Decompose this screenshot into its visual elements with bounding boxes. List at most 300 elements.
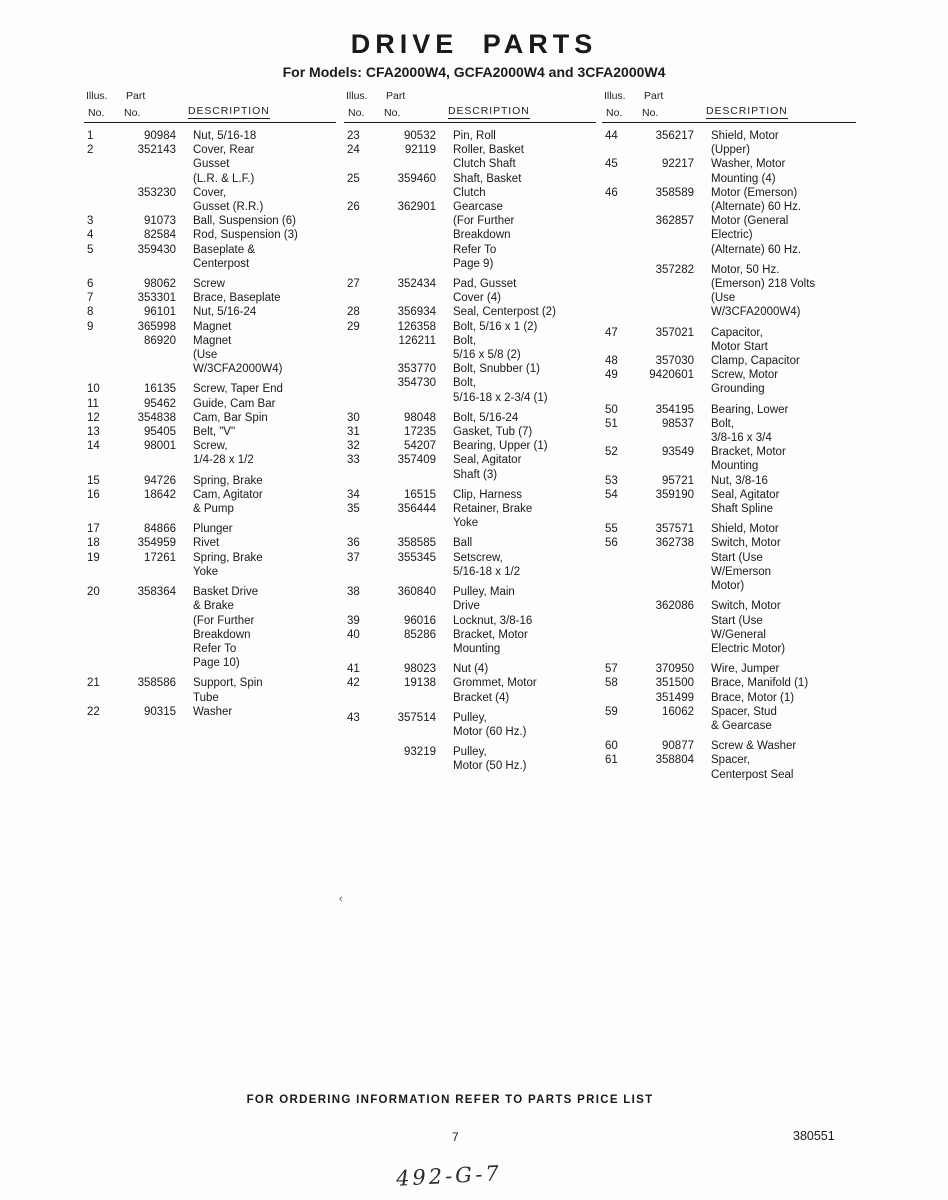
part-number: 358364 — [137, 586, 176, 599]
part-number: 355345 — [397, 551, 436, 564]
illus-number: 42 — [347, 677, 360, 690]
part-description: Cover, Gusset (R.R.) — [193, 186, 264, 214]
parts-row — [84, 129, 336, 143]
illus-number: 57 — [605, 663, 618, 676]
part-number: 357571 — [655, 523, 694, 536]
illus-number: 50 — [605, 403, 618, 416]
parts-row — [344, 488, 596, 502]
illus-number: 59 — [605, 705, 618, 718]
illus-number: 53 — [605, 474, 618, 487]
part-description: Guide, Cam Bar — [193, 397, 276, 410]
illus-number: 6 — [87, 278, 94, 291]
part-number: 96016 — [404, 614, 436, 627]
illus-number: 26 — [347, 201, 360, 214]
parts-row — [602, 662, 856, 676]
part-description: Washer, Motor Mounting (4) — [711, 158, 786, 185]
parts-row — [602, 445, 856, 473]
part-number: 358804 — [655, 754, 694, 767]
part-description: Cam, Agitator & Pump — [193, 488, 263, 516]
part-description: Nut, 5/16-24 — [193, 306, 257, 319]
parts-row — [602, 186, 856, 214]
part-number: 84866 — [144, 523, 176, 536]
illus-number: 36 — [347, 537, 360, 550]
part-number: 357021 — [655, 326, 694, 339]
part-description: Shield, Motor — [711, 523, 779, 536]
parts-row — [84, 397, 336, 411]
part-header-label: Part — [644, 90, 664, 102]
parts-row — [602, 214, 856, 257]
part-description: Spacer, Stud & Gearcase — [711, 705, 777, 732]
part-no-header: No. — [642, 107, 659, 119]
part-number: 85286 — [404, 628, 436, 641]
part-number: 82584 — [144, 229, 176, 242]
part-description: Switch, Motor Start (Use W/Emerson Motor) — [711, 537, 781, 593]
illus-number: 21 — [87, 677, 100, 690]
parts-row — [602, 488, 856, 516]
part-number: 93219 — [404, 746, 436, 759]
parts-row — [344, 711, 596, 739]
parts-row — [344, 425, 596, 439]
part-description: Pad, Gusset Cover (4) — [453, 278, 517, 305]
illus-number: 32 — [347, 440, 360, 453]
column-header — [602, 90, 856, 123]
part-number: 126358 — [397, 320, 436, 333]
parts-rows — [602, 129, 856, 782]
parts-row — [344, 376, 596, 404]
part-number: 98062 — [144, 278, 176, 291]
part-description: Cam, Bar Spin — [193, 411, 268, 424]
part-description: Bearing, Lower — [711, 403, 789, 416]
part-number: 98537 — [662, 417, 694, 430]
part-number: 92217 — [662, 158, 694, 171]
part-number: 354730 — [397, 377, 436, 390]
illus-number: 61 — [605, 754, 618, 767]
parts-row — [84, 551, 336, 579]
part-number: 95721 — [662, 474, 694, 487]
parts-row — [344, 277, 596, 305]
parts-row — [602, 368, 856, 396]
part-description: Bearing, Upper (1) — [453, 440, 548, 453]
parts-row — [344, 628, 596, 656]
part-description: Washer — [193, 705, 233, 718]
parts-rows — [84, 129, 336, 719]
parts-row — [344, 439, 596, 453]
part-description: Seal, Agitator Shaft (3) — [453, 454, 522, 481]
part-description: Nut, 3/8-16 — [711, 474, 768, 487]
parts-row — [344, 172, 596, 200]
part-description: Plunger — [193, 523, 233, 536]
illus-number: 55 — [605, 523, 618, 536]
part-description: Spacer, Centerpost Seal — [711, 754, 794, 781]
parts-row — [344, 334, 596, 362]
part-number: 362901 — [397, 201, 436, 214]
part-description: Clip, Harness — [453, 488, 523, 501]
part-description: Motor (Emerson) (Alternate) 60 Hz. — [711, 186, 802, 214]
part-description: Bolt, 5/16-18 x 2-3/4 (1) — [453, 377, 548, 404]
part-description: Pulley, Motor (60 Hz.) — [453, 711, 527, 738]
illus-number: 40 — [347, 628, 360, 641]
parts-row — [84, 522, 336, 536]
part-description: Gearcase (For Further Breakdown Refer To Page 9) — [453, 201, 515, 270]
part-description: Bolt, 5/16-24 — [453, 411, 519, 424]
illus-number: 23 — [347, 130, 360, 142]
parts-rows — [344, 129, 596, 774]
part-description: Clamp, Capacitor — [711, 355, 800, 368]
part-description: Pulley, Main Drive — [453, 586, 515, 613]
illus-number: 10 — [87, 383, 100, 396]
part-number: 352434 — [397, 278, 436, 291]
part-description: Seal, Centerpost (2) — [453, 306, 556, 319]
part-number: 90877 — [662, 740, 694, 753]
header-rule — [84, 122, 336, 123]
page-title: DRIVE PARTS — [350, 29, 598, 59]
part-description: Ball — [453, 537, 473, 550]
parts-column-3 — [602, 90, 856, 782]
part-number: 98023 — [404, 663, 436, 676]
illus-number: 49 — [605, 369, 618, 382]
part-number: 353230 — [137, 186, 176, 199]
header-rule — [602, 122, 856, 123]
illus-header-label: Illus. — [346, 90, 368, 102]
part-description: Bolt, 5/16 x 1 (2) — [453, 320, 538, 333]
illus-number: 60 — [605, 740, 618, 753]
illus-number: 25 — [347, 172, 360, 185]
part-description: Baseplate & Centerpost — [193, 243, 256, 270]
part-number: 370950 — [655, 663, 694, 676]
part-number: 357282 — [655, 263, 694, 276]
part-number: 54207 — [404, 440, 436, 453]
part-number: 90984 — [144, 130, 176, 142]
part-number: 354195 — [655, 403, 694, 416]
part-number: 356934 — [397, 306, 436, 319]
parts-row — [84, 277, 336, 291]
part-number: 94726 — [144, 474, 176, 487]
parts-row — [344, 200, 596, 271]
parts-row — [84, 291, 336, 305]
part-number: 18642 — [144, 488, 176, 501]
parts-row — [602, 691, 856, 705]
column-header — [344, 90, 596, 123]
illus-number: 7 — [87, 292, 94, 305]
part-description: Bracket, Motor Mounting — [453, 628, 528, 655]
part-description: Basket Drive & Brake (For Further Breakdown Refer To Page 10) — [193, 586, 259, 670]
part-number: 356217 — [655, 130, 694, 142]
parts-row — [344, 411, 596, 425]
parts-row — [84, 439, 336, 467]
parts-row — [84, 676, 336, 704]
part-description: Nut, 5/16-18 — [193, 130, 257, 142]
part-description: Seal, Agitator Shaft Spline — [711, 488, 780, 516]
illus-number: 4 — [87, 229, 94, 242]
ordering-note: FOR ORDERING INFORMATION REFER TO PARTS PRICE LIST — [246, 1094, 654, 1106]
part-number: 9420601 — [649, 369, 694, 382]
illus-number: 34 — [347, 488, 360, 501]
illus-number: 9 — [87, 320, 94, 333]
part-description: Bolt, 5/16 x 5/8 (2) — [453, 334, 521, 362]
part-description: Magnet (Use W/3CFA2000W4) — [193, 334, 283, 376]
part-number: 16062 — [662, 705, 694, 718]
part-description: Retainer, Brake Yoke — [453, 503, 533, 530]
part-number: 91073 — [144, 215, 176, 228]
illus-number: 44 — [605, 130, 618, 142]
parts-row — [84, 425, 336, 439]
description-header: DESCRIPTION — [448, 105, 530, 117]
description-header: DESCRIPTION — [706, 105, 788, 117]
illus-header-label: Illus. — [604, 90, 626, 102]
part-header-label: Part — [386, 90, 406, 102]
header-rule — [344, 122, 596, 123]
part-description: Spring, Brake Yoke — [193, 551, 263, 578]
part-description: Support, Spin Tube — [193, 677, 263, 704]
illus-number: 17 — [87, 523, 100, 536]
part-description: Pulley, Motor (50 Hz.) — [453, 746, 527, 773]
illus-number: 16 — [87, 488, 100, 501]
parts-row — [602, 354, 856, 368]
illus-number: 33 — [347, 454, 360, 467]
part-description: Rod, Suspension (3) — [193, 229, 298, 242]
illus-number: 5 — [87, 243, 94, 256]
illus-number: 43 — [347, 711, 360, 724]
illus-header-label: Illus. — [86, 90, 108, 102]
illus-number: 12 — [87, 411, 100, 424]
parts-row — [602, 739, 856, 753]
illus-number: 8 — [87, 306, 94, 319]
illus-number: 47 — [605, 326, 618, 339]
part-number: 351500 — [655, 677, 694, 690]
illus-number: 20 — [87, 586, 100, 599]
part-number: 90315 — [144, 705, 176, 718]
part-description: Screw, Taper End — [193, 383, 283, 396]
parts-row — [602, 676, 856, 690]
illus-number: 31 — [347, 426, 360, 439]
parts-row — [602, 403, 856, 417]
illus-number: 45 — [605, 158, 618, 171]
part-description: Brace, Baseplate — [193, 292, 281, 305]
part-description: Grommet, Motor Bracket (4) — [453, 677, 537, 704]
part-number: 358589 — [655, 186, 694, 199]
part-number: 16135 — [144, 383, 176, 396]
illus-number: 15 — [87, 474, 100, 487]
parts-row — [344, 305, 596, 319]
part-description: Belt, "V" — [193, 426, 236, 439]
illus-no-header: No. — [88, 107, 105, 119]
handwritten-code: 492-G-7 — [395, 1161, 503, 1191]
parts-row — [344, 745, 596, 773]
parts-row — [602, 129, 856, 157]
part-number: 17261 — [144, 551, 176, 564]
parts-row — [344, 362, 596, 376]
part-description: Bolt, Snubber (1) — [453, 363, 540, 376]
part-number: 19138 — [404, 677, 436, 690]
part-number: 353301 — [137, 292, 176, 305]
parts-row — [602, 705, 856, 733]
parts-row — [84, 228, 336, 242]
part-number: 359430 — [137, 243, 176, 256]
part-description: Brace, Manifold (1) — [711, 677, 809, 690]
part-description: Roller, Basket Clutch Shaft — [453, 144, 524, 171]
part-description: Shaft, Basket Clutch — [453, 172, 522, 199]
parts-row — [84, 334, 336, 377]
illus-number: 13 — [87, 426, 100, 439]
parts-row — [84, 214, 336, 228]
page-number: 7 — [452, 1130, 459, 1144]
part-number: 362086 — [655, 600, 694, 613]
part-description: Screw & Washer — [711, 740, 797, 753]
part-no-header: No. — [384, 107, 401, 119]
scan-artifact: ‹ — [339, 893, 343, 905]
part-number: 357514 — [397, 711, 436, 724]
illus-number: 28 — [347, 306, 360, 319]
parts-column-1 — [84, 90, 336, 719]
parts-row — [84, 186, 336, 214]
part-number: 95462 — [144, 397, 176, 410]
parts-row — [84, 243, 336, 271]
parts-row — [84, 305, 336, 319]
part-description: Bolt, 3/8-16 x 3/4 — [711, 417, 772, 445]
illus-number: 58 — [605, 677, 618, 690]
illus-number: 30 — [347, 411, 360, 424]
part-description: Brace, Motor (1) — [711, 691, 795, 704]
part-number: 365998 — [137, 320, 176, 333]
part-number: 357409 — [397, 454, 436, 467]
illus-number: 18 — [87, 537, 100, 550]
part-description: Capacitor, Motor Start — [711, 326, 768, 353]
illus-number: 52 — [605, 446, 618, 459]
part-description: Spring, Brake — [193, 474, 263, 487]
parts-row — [84, 585, 336, 670]
part-number: 86920 — [144, 334, 176, 347]
illus-number: 37 — [347, 551, 360, 564]
parts-row — [602, 263, 856, 320]
illus-number: 19 — [87, 551, 100, 564]
parts-row — [344, 614, 596, 628]
part-description: Motor, 50 Hz. (Emerson) 218 Volts (Use W/3CFA2000W4) — [711, 263, 816, 319]
part-number: 17235 — [404, 426, 436, 439]
parts-row — [344, 453, 596, 481]
part-description: Motor (General Electric) (Alternate) 60 Hz. — [711, 215, 802, 256]
illus-number: 56 — [605, 537, 618, 550]
parts-row — [344, 129, 596, 143]
part-description: Shield, Motor (Upper) — [711, 130, 779, 157]
parts-row — [602, 522, 856, 536]
part-description: Bracket, Motor Mounting — [711, 446, 786, 473]
parts-row — [84, 536, 336, 550]
part-number: 352143 — [137, 144, 176, 157]
parts-row — [602, 474, 856, 488]
part-number: 354838 — [137, 411, 176, 424]
parts-row — [344, 502, 596, 530]
illus-number: 48 — [605, 355, 618, 368]
part-number: 354959 — [137, 537, 176, 550]
parts-row — [344, 320, 596, 334]
illus-number: 51 — [605, 417, 618, 430]
part-number: 359190 — [655, 488, 694, 501]
part-number: 93549 — [662, 446, 694, 459]
part-number: 357030 — [655, 355, 694, 368]
illus-number: 29 — [347, 320, 360, 333]
illus-number: 22 — [87, 705, 100, 718]
column-header — [84, 90, 336, 123]
part-description: Wire, Jumper — [711, 663, 780, 676]
part-number: 353770 — [397, 363, 436, 376]
part-description: Switch, Motor Start (Use W/General Electric Motor) — [711, 600, 786, 655]
illus-no-header: No. — [348, 107, 365, 119]
part-description: Locknut, 3/8-16 — [453, 614, 533, 627]
illus-number: 14 — [87, 440, 100, 453]
part-description: Magnet — [193, 320, 232, 333]
parts-row — [84, 143, 336, 186]
parts-row — [602, 753, 856, 781]
part-description: Ball, Suspension (6) — [193, 215, 296, 228]
page-subtitle: For Models: CFA2000W4, GCFA2000W4 and 3CFA2000W4 — [282, 64, 666, 80]
parts-row — [84, 411, 336, 425]
part-number: 362857 — [655, 215, 694, 228]
parts-row — [602, 417, 856, 445]
part-number: 98001 — [144, 440, 176, 453]
illus-number: 35 — [347, 503, 360, 516]
part-no-header: No. — [124, 107, 141, 119]
parts-row — [344, 536, 596, 550]
part-number: 96101 — [144, 306, 176, 319]
parts-row — [84, 705, 336, 719]
part-number: 358585 — [397, 537, 436, 550]
part-number: 126211 — [398, 334, 436, 347]
illus-number: 11 — [87, 397, 99, 410]
parts-row — [602, 157, 856, 185]
parts-row — [344, 676, 596, 704]
part-number: 98048 — [404, 411, 436, 424]
illus-number: 27 — [347, 278, 360, 291]
illus-number: 2 — [87, 144, 94, 157]
parts-row — [344, 551, 596, 579]
part-number: 362738 — [655, 537, 694, 550]
parts-row — [84, 320, 336, 334]
part-description: Gasket, Tub (7) — [453, 426, 533, 439]
part-number: 16515 — [404, 488, 436, 501]
illus-number: 54 — [605, 488, 618, 501]
parts-row — [344, 143, 596, 171]
part-description: Pin, Roll — [453, 130, 496, 142]
parts-row — [84, 488, 336, 516]
part-description: Screw — [193, 278, 225, 291]
part-description: Rivet — [193, 537, 220, 550]
part-description: Setscrew, 5/16-18 x 1/2 — [453, 551, 521, 578]
part-description: Nut (4) — [453, 663, 489, 676]
illus-number: 38 — [347, 586, 360, 599]
illus-no-header: No. — [606, 107, 623, 119]
illus-number: 24 — [347, 144, 360, 157]
part-description: Screw, 1/4-28 x 1/2 — [193, 440, 254, 467]
part-number: 90532 — [404, 130, 436, 142]
description-header: DESCRIPTION — [188, 105, 270, 117]
parts-row — [344, 585, 596, 613]
part-description: Screw, Motor Grounding — [711, 369, 779, 396]
parts-row — [602, 326, 856, 354]
part-description: Cover, Rear Gusset (L.R. & L.F.) — [193, 144, 255, 185]
illus-number: 1 — [87, 130, 94, 142]
part-number: 351499 — [655, 691, 694, 704]
parts-row — [344, 662, 596, 676]
illus-number: 41 — [347, 663, 360, 676]
illus-number: 39 — [347, 614, 360, 627]
part-number: 360840 — [397, 586, 436, 599]
part-number: 92119 — [404, 144, 436, 157]
part-header-label: Part — [126, 90, 146, 102]
part-number: 359460 — [397, 172, 436, 185]
part-number: 358586 — [137, 677, 176, 690]
parts-column-2 — [344, 90, 596, 774]
parts-row — [84, 382, 336, 396]
